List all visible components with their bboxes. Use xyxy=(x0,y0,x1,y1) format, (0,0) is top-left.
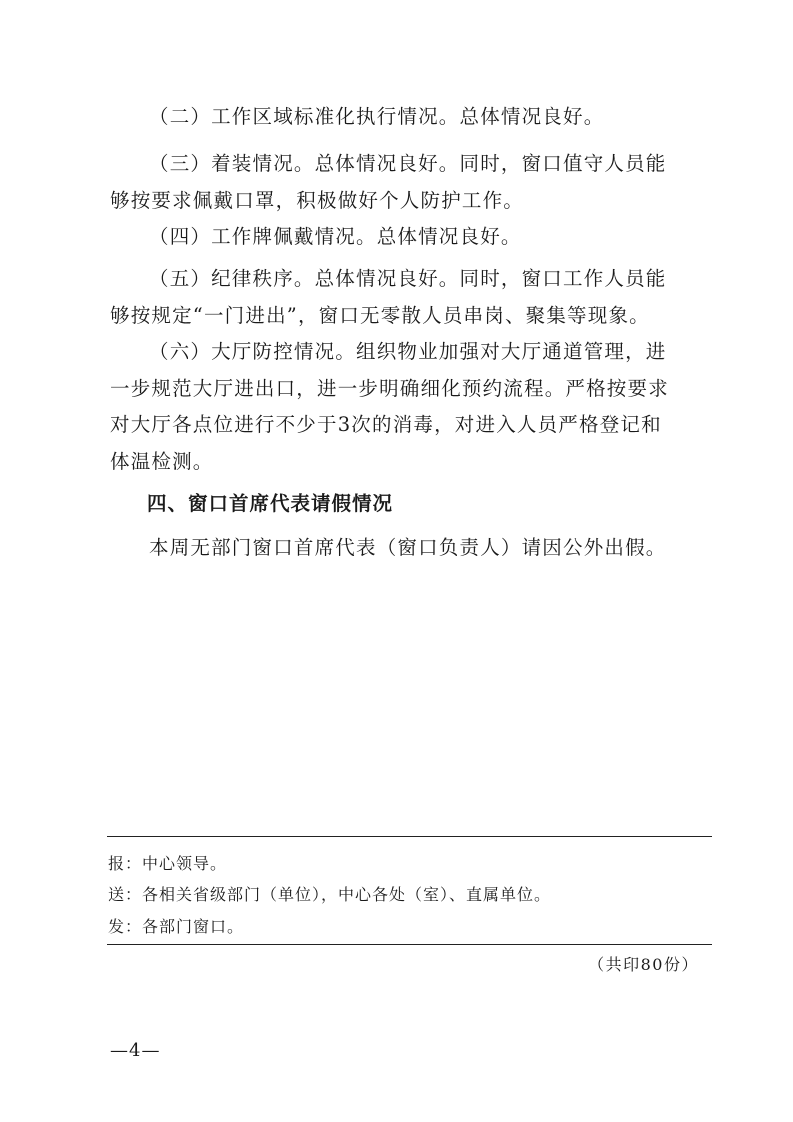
page-number: —4— xyxy=(110,1040,161,1061)
paragraph-attire: （三）着装情况。总体情况良好。同时，窗口值守人员能够按要求佩戴口罩，积极做好个人防护工作。 xyxy=(110,152,667,212)
copies-count: （共印80份） xyxy=(588,955,699,974)
paragraph-badge: （四）工作牌佩戴情况。总体情况良好。 xyxy=(149,225,522,248)
distribution-issue: 发：各部门窗口。 xyxy=(108,917,245,936)
divider-top xyxy=(107,836,712,837)
paragraph-hall-prevention: （六）大厅防控情况。组织物业加强对大厅通道管理，进一步规范大厅进出口，进一步明确细化预约流程。严格按要求对大厅各点位进行不少于3次的消毒，对进入人员严格登记和体温检测。 xyxy=(110,340,669,473)
paragraph-discipline: （五）纪律秩序。总体情况良好。同时，窗口工作人员能够按规定“一门进出”，窗口无零散人员串岗、聚集等现象。 xyxy=(110,267,667,327)
paragraph-leave: 本周无部门窗口首席代表（窗口负责人）请因公外出假。 xyxy=(149,536,667,559)
distribution-send: 送：各相关省级部门（单位），中心各处（室）、直属单位。 xyxy=(108,885,552,904)
distribution-report: 报：中心领导。 xyxy=(108,854,228,873)
section-heading-leave: 四、窗口首席代表请假情况 xyxy=(147,492,394,515)
paragraph-work-area: （二）工作区域标准化执行情况。总体情况良好。 xyxy=(149,105,605,128)
divider-bottom xyxy=(107,944,712,945)
